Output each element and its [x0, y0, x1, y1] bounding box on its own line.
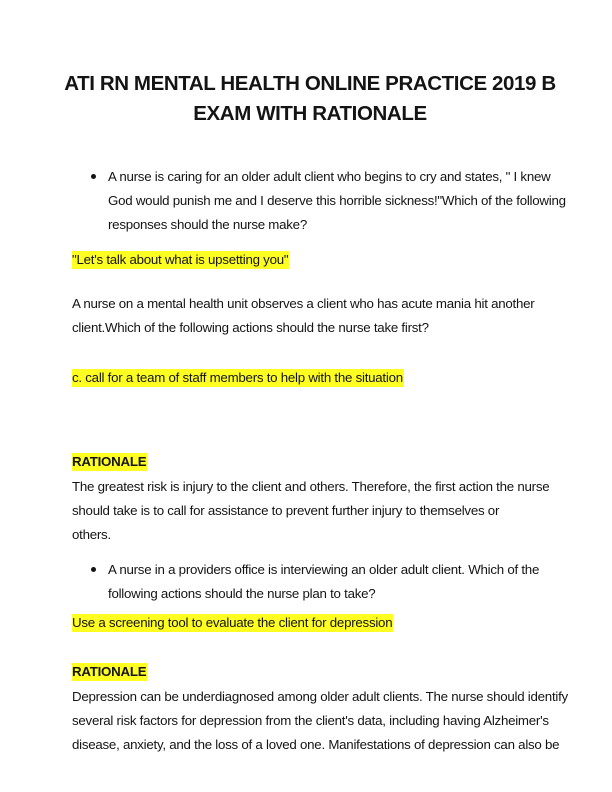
rationale-2-line-2: several risk factors for depression from the client's data, including having Alzheimer's — [72, 713, 549, 728]
title-line-2: EXAM WITH RATIONALE — [193, 102, 427, 125]
question-2-answer: c. call for a team of staff members to help with the situation — [72, 370, 403, 385]
question-2-line-1: A nurse on a mental health unit observes a client who has acute mania hit another — [72, 296, 535, 311]
rationale-1-line-3: others. — [72, 527, 111, 542]
rationale-2-line-1: Depression can be underdiagnosed among older adult clients. The nurse should identify — [72, 689, 568, 704]
rationale-heading-2: RATIONALE — [72, 664, 147, 679]
rationale-2-line-3: disease, anxiety, and the loss of a loved one. Manifestations of depression can also be — [72, 737, 560, 752]
question-1-line-3: responses should the nurse make? — [108, 217, 307, 232]
question-1-line-2: God would punish me and I deserve this horrible sickness!"Which of the following — [108, 193, 566, 208]
bullet-icon — [91, 174, 96, 179]
question-1-line-1: A nurse is caring for an older adult client who begins to cry and states, " I knew — [108, 169, 551, 184]
title-line-1: ATI RN MENTAL HEALTH ONLINE PRACTICE 2019 B — [64, 72, 556, 95]
question-2-line-2: client.Which of the following actions should the nurse take first? — [72, 320, 429, 335]
question-1-answer: "Let's talk about what is upsetting you" — [72, 252, 289, 267]
question-3-line-1: A nurse in a providers office is interviewing an older adult client. Which of the — [108, 562, 540, 577]
page-title — [60, 69, 560, 129]
rationale-1-line-1: The greatest risk is injury to the client and others. Therefore, the first action the nurse — [72, 479, 550, 494]
rationale-heading-1: RATIONALE — [72, 454, 147, 469]
bullet-icon — [91, 567, 96, 572]
question-3-line-2: following actions should the nurse plan to take? — [108, 586, 376, 601]
rationale-1-line-2: should take is to call for assistance to prevent further injury to themselves or — [72, 503, 500, 518]
question-3-answer: Use a screening tool to evaluate the client for depression — [72, 615, 393, 630]
